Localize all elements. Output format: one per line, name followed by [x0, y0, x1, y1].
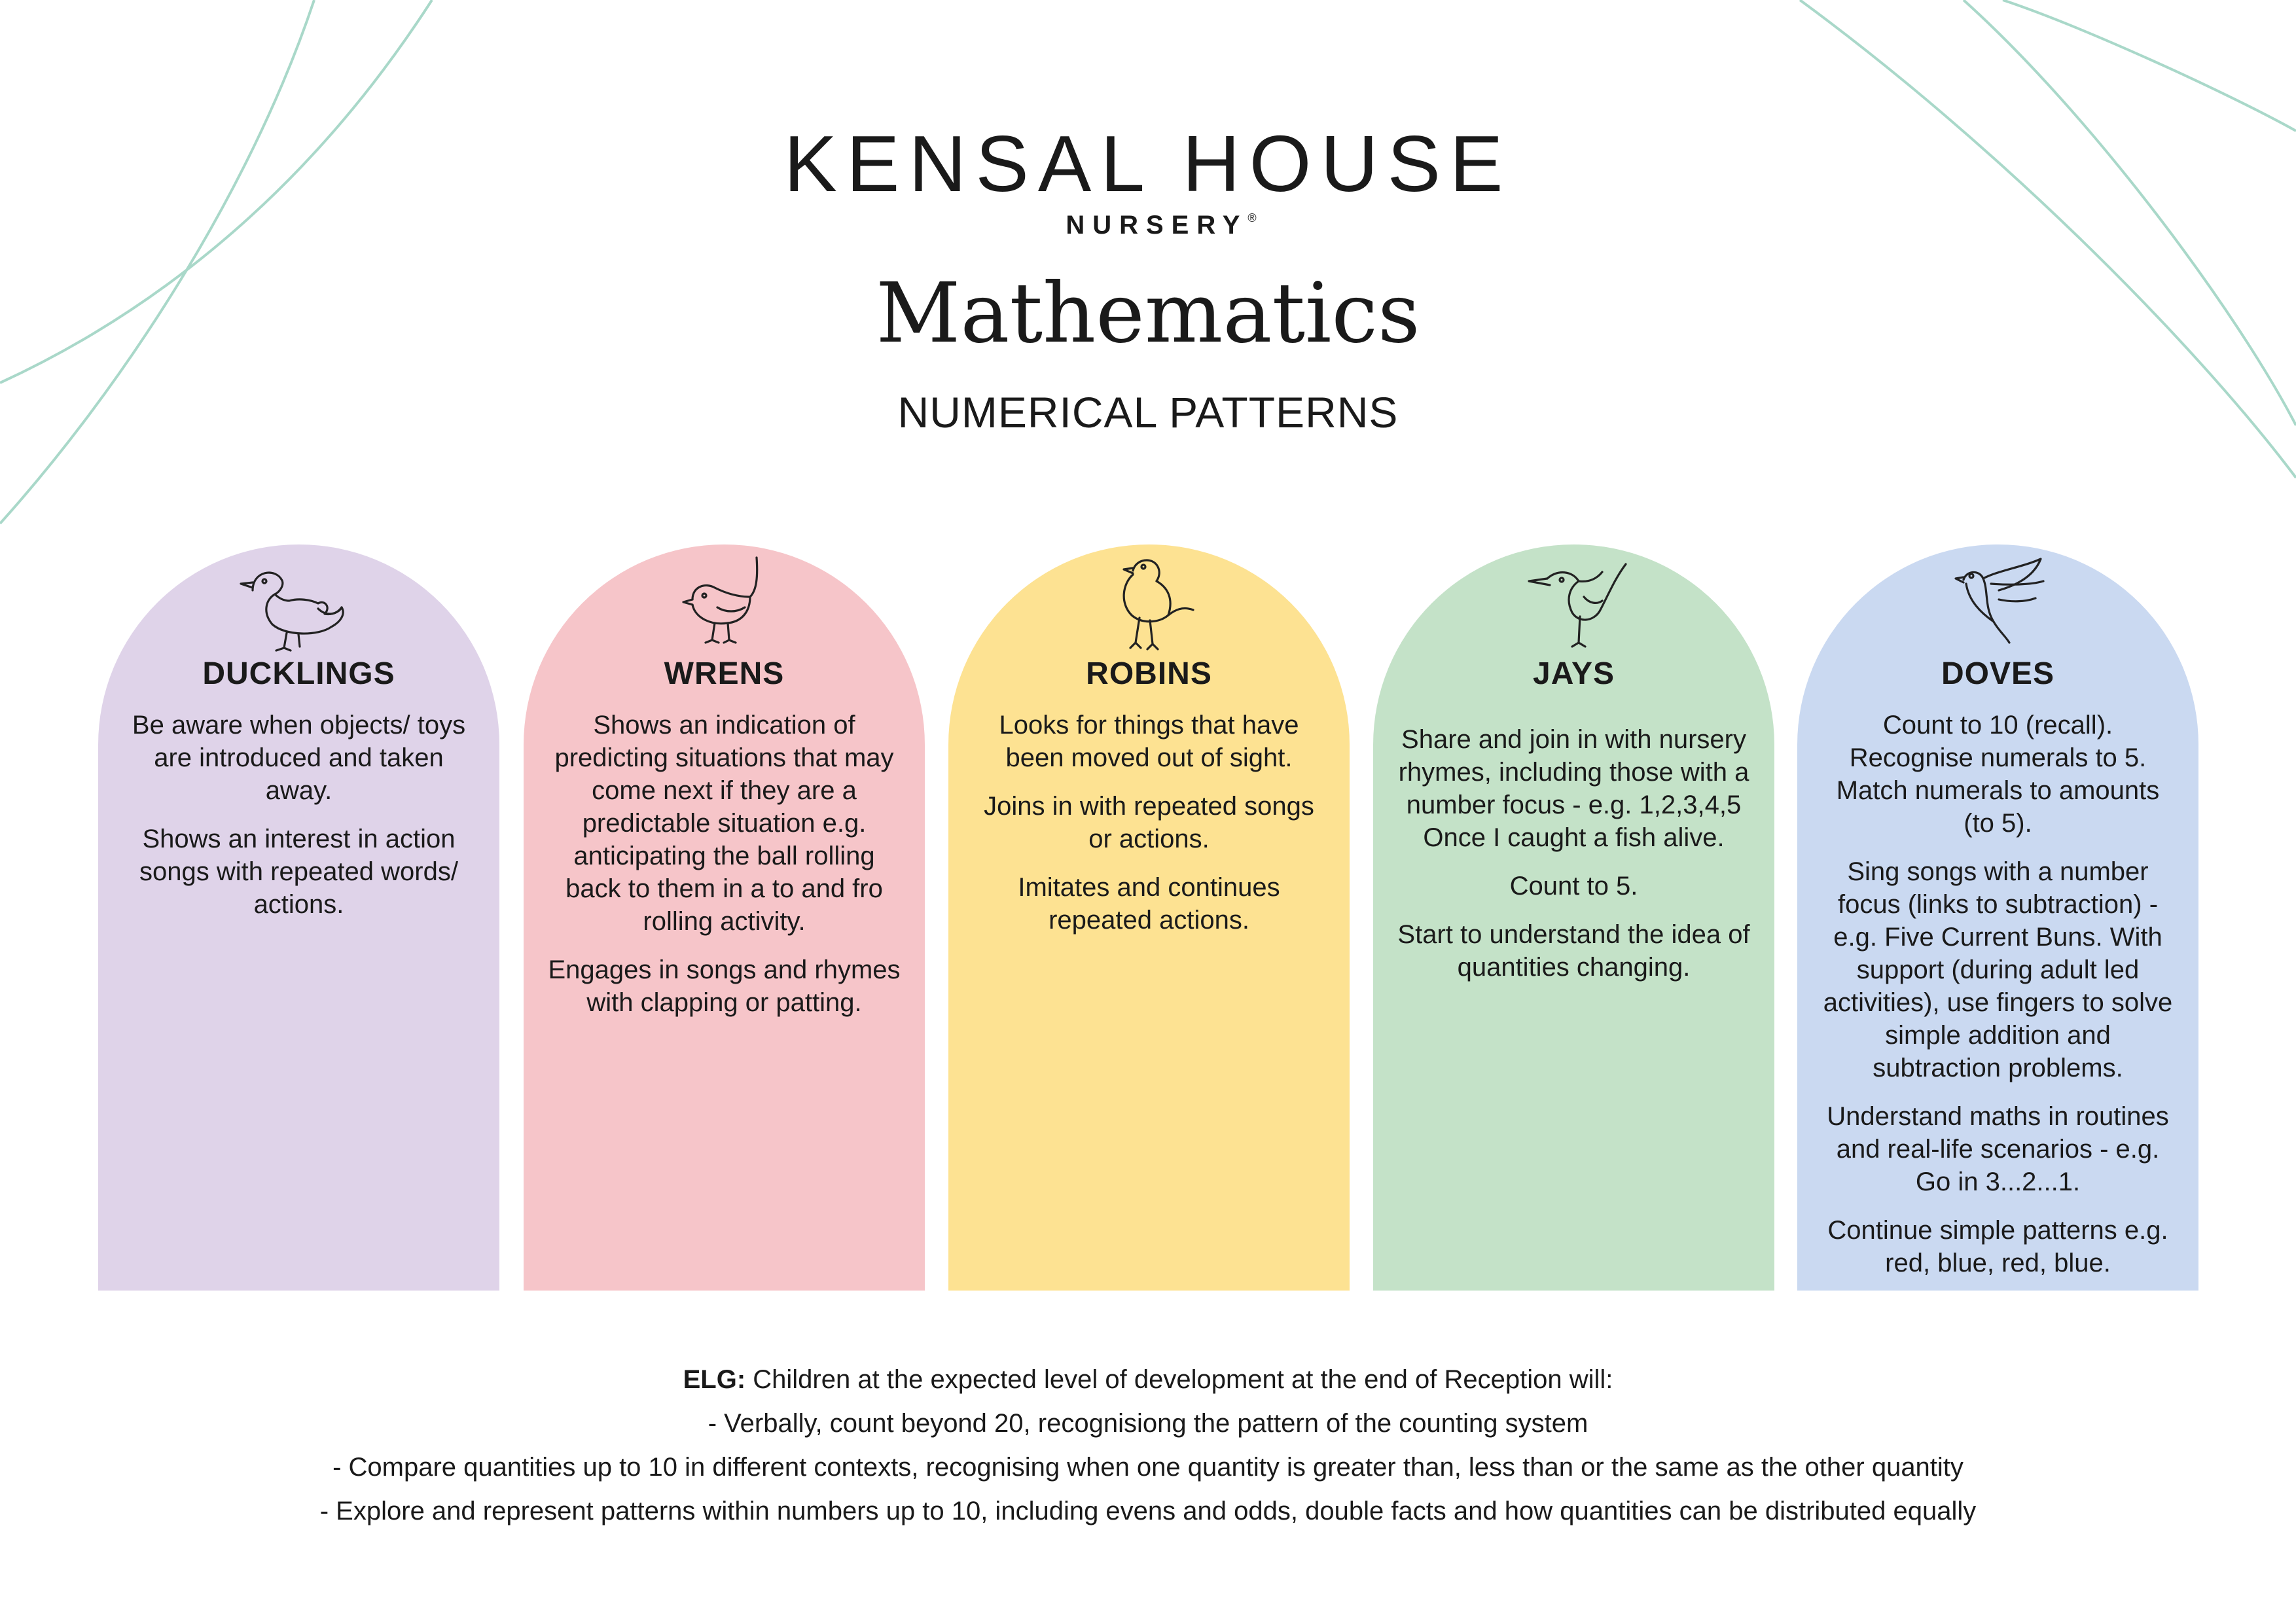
card-paragraph: Engages in songs and rhymes with clapping or patting.: [548, 955, 901, 1017]
card-body: [1820, 709, 2176, 1279]
card-robins: [948, 544, 1350, 1291]
page-title: Mathematics: [876, 265, 1420, 361]
card-doves: [1797, 544, 2198, 1291]
card-body: [546, 709, 903, 1019]
card-paragraph: Be aware when objects/ toys are introduced and taken away.: [132, 711, 466, 805]
brand-subname-text: NURSERY: [1066, 211, 1248, 240]
duck-icon: [226, 544, 370, 656]
elg-intro-line: [0, 1358, 2296, 1402]
elg-goal-line: - Explore and represent patterns within numbers up to 10, including evens and odds, double facts and how quantities can be distributed equally: [319, 1497, 1977, 1525]
card-body: [971, 709, 1327, 936]
elg-label: ELG:: [683, 1365, 746, 1394]
card-title: WRENS: [664, 656, 785, 691]
card-paragraph: Start to understand the idea of quantities changing.: [1397, 920, 1750, 982]
elg-footer: [0, 1358, 2296, 1533]
jay-icon: [1501, 544, 1645, 656]
card-paragraph: Looks for things that have been moved out of sight.: [999, 711, 1299, 772]
decorative-curve-right-3: [2003, 0, 2296, 131]
card-title: DUCKLINGS: [202, 656, 395, 691]
brand-subname: [0, 211, 2296, 240]
card-paragraph: Shows an interest in action songs with repeated words/ actions.: [139, 825, 458, 919]
card-ducklings: [98, 544, 499, 1291]
card-paragraph: Count to 10 (recall). Recognise numerals to 5. Match numerals to amounts (to 5).: [1836, 711, 2160, 838]
elg-goal-line: - Compare quantities up to 10 in different contexts, recognising when one quantity is greater than, less than or the same as the other quantity: [332, 1453, 1964, 1482]
card-paragraph: Share and join in with nursery rhymes, including those with a number focus - e.g. 1,2,3,4,5 Once I caught a fish alive.: [1398, 725, 1749, 852]
decorative-curve-left-2: [0, 0, 314, 524]
brand-name: KENSAL HOUSE: [783, 119, 1513, 208]
registered-mark: ®: [1247, 211, 1257, 224]
card-body: [1395, 723, 1752, 984]
wren-icon: [652, 544, 796, 656]
elg-intro: Children at the expected level of development at the end of Reception will:: [745, 1365, 1613, 1394]
elg-goal-line: - Verbally, count beyond 20, recognisiong the pattern of the counting system: [708, 1409, 1588, 1438]
card-title: JAYS: [1533, 656, 1615, 691]
card-wrens: [524, 544, 925, 1291]
card-paragraph: Imitates and continues repeated actions.: [1018, 873, 1280, 935]
card-body: [120, 709, 477, 921]
card-paragraph: Shows an indication of predicting situations that may come next if they are a predictable situation e.g. anticipating the ball rolling back to them in a to and fro rolling activity.: [554, 711, 894, 936]
card-paragraph: Sing songs with a number focus (links to subtraction) - e.g. Five Current Buns. With support (during adult led activities), use fingers to solve simple addition and subtraction problems.: [1823, 857, 2173, 1082]
card-paragraph: Count to 5.: [1509, 872, 1638, 901]
card-title: DOVES: [1941, 656, 2055, 691]
dove-icon: [1926, 544, 2070, 656]
card-jays: [1373, 544, 1774, 1291]
card-paragraph: Understand maths in routines and real-life scenarios - e.g. Go in 3...2...1.: [1827, 1102, 2169, 1196]
robin-icon: [1077, 544, 1221, 656]
card-title: ROBINS: [1086, 656, 1212, 691]
card-paragraph: Continue simple patterns e.g. red, blue, red, blue.: [1827, 1216, 2168, 1277]
card-paragraph: Joins in with repeated songs or actions.: [984, 792, 1314, 853]
page-subtitle: NUMERICAL PATTERNS: [897, 388, 1399, 437]
